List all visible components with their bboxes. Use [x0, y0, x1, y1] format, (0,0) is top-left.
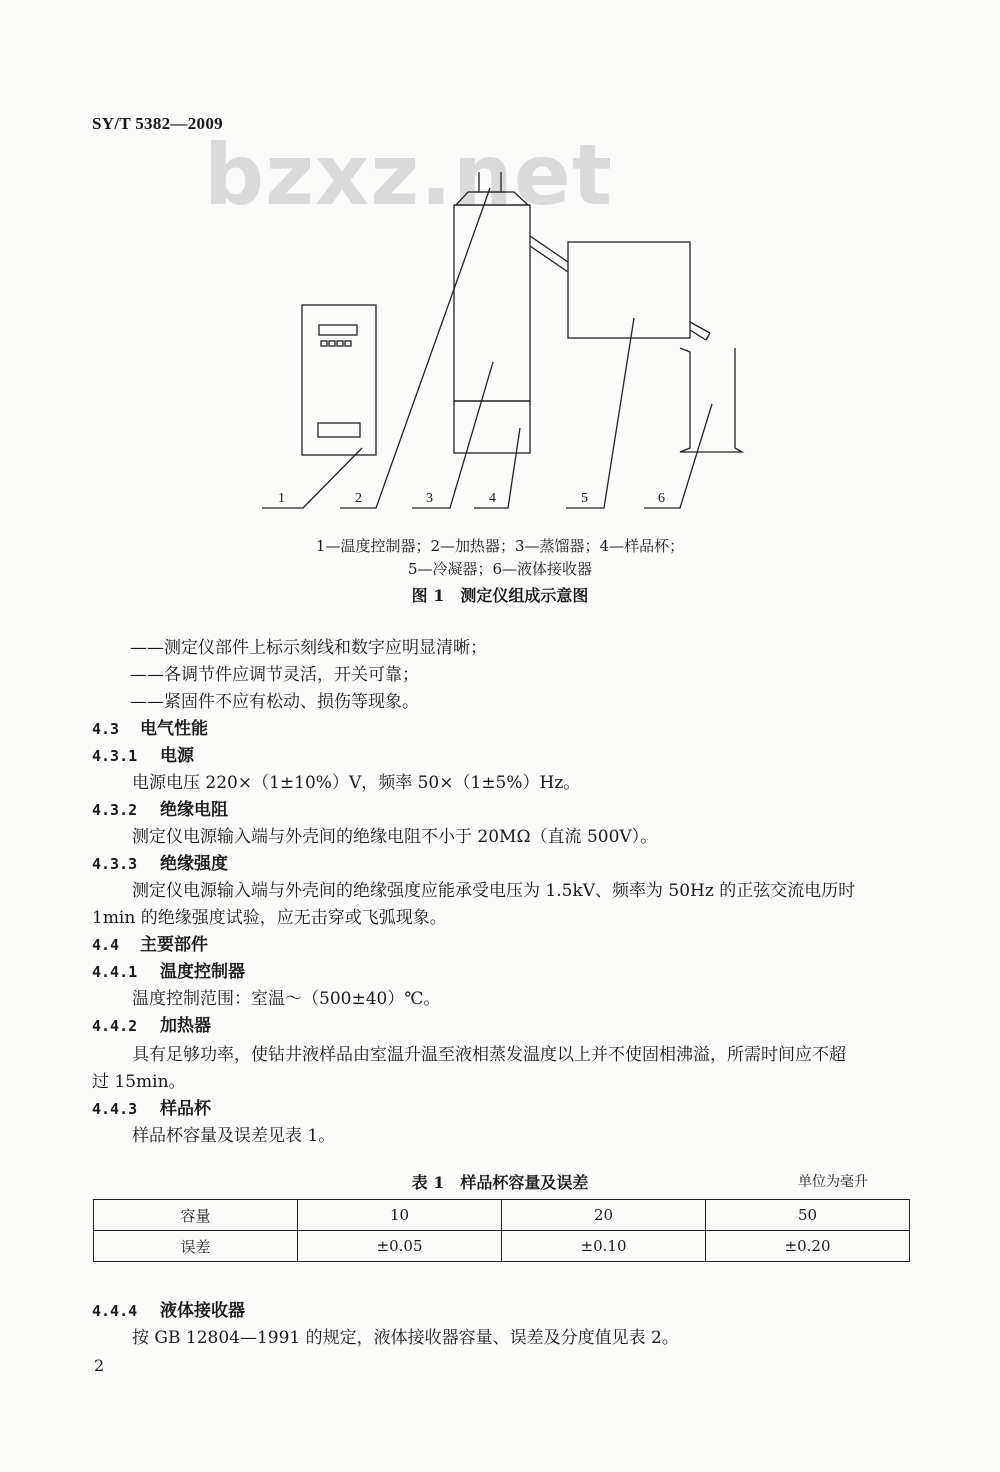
table-cell: ±0.05: [298, 1231, 502, 1262]
figure-legend-line-2: 5—冷凝器；6—液体接收器: [407, 560, 593, 578]
bullet-item: ——紧固件不应有松动、损伤等现象。: [130, 692, 419, 712]
distiller-top-shape: [456, 192, 528, 205]
section-heading-4-4: 4.4 主要部件: [92, 935, 208, 955]
paragraph: 电源电压 220×（1±10%）V，频率 50×（1±5%）Hz。: [132, 773, 581, 793]
table-1-title: 表 1 样品杯容量及误差: [411, 1173, 589, 1192]
figure-legend-line-1: 1—温度控制器；2—加热器；3—蒸馏器；4—样品杯；: [315, 537, 685, 555]
table-cell: 20: [502, 1200, 706, 1231]
table-cell-label: 误差: [94, 1231, 298, 1262]
table-cell: ±0.10: [502, 1231, 706, 1262]
standard-code: SY/T 5382—2009: [92, 114, 223, 133]
paragraph-continuation: 1min 的绝缘强度试验，应无击穿或飞弧现象。: [92, 908, 447, 928]
paragraph: 测定仪电源输入端与外壳间的绝缘电阻不小于 20MΩ（直流 500V）。: [132, 827, 658, 847]
condenser-outlet: [690, 322, 710, 340]
table-cell: ±0.20: [706, 1231, 910, 1262]
paragraph: 具有足够功率，使钻井液样品由室温升温至液相蒸发温度以上并不使固相沸溢，所需时间应不超: [132, 1045, 846, 1065]
section-heading-4-4-4: 4.4.4 液体接收器: [92, 1301, 245, 1321]
controller-panel: [318, 423, 360, 437]
sample-cup-shape: [454, 401, 530, 453]
apparatus-diagram: [0, 0, 1000, 530]
paragraph: 测定仪电源输入端与外壳间的绝缘强度应能承受电压为 1.5kV、频率为 50Hz 的正弦交流电历时: [132, 881, 856, 901]
paragraph: 样品杯容量及误差见表 1。: [132, 1126, 336, 1146]
section-heading-4-4-2: 4.4.2 加热器: [92, 1016, 211, 1036]
paragraph: 温度控制范围：室温～（500±40）℃。: [132, 989, 441, 1009]
paragraph-continuation: 过 15min。: [92, 1072, 186, 1092]
figure-title: 图 1 测定仪组成示意图: [411, 586, 589, 605]
table-row: [94, 1200, 910, 1231]
table-cell: 10: [298, 1200, 502, 1231]
table-cell-label: 容量: [94, 1200, 298, 1231]
table-1: [93, 1199, 910, 1262]
leader-lines: [262, 188, 712, 508]
callout-1: 1: [278, 491, 285, 506]
liquid-receiver-shape: [680, 348, 742, 452]
section-heading-4-3: 4.3 电气性能: [92, 719, 208, 739]
callout-2: 2: [355, 491, 362, 506]
table-cell: 50: [706, 1200, 910, 1231]
section-heading-4-3-1: 4.3.1 电源: [92, 746, 194, 766]
bullet-item: ——测定仪部件上标示刻线和数字应明显清晰；: [130, 638, 487, 658]
callout-3: 3: [426, 491, 433, 506]
callout-4: 4: [489, 491, 496, 506]
table-1-unit: 单位为毫升: [798, 1174, 868, 1190]
bullet-item: ——各调节件应调节灵活，开关可靠；: [130, 665, 419, 685]
paragraph: 按 GB 12804—1991 的规定，液体接收器容量、误差及分度值见表 2。: [132, 1328, 679, 1348]
controller-display: [319, 325, 357, 335]
table-row: [94, 1231, 910, 1262]
page-number: 2: [94, 1356, 105, 1375]
condenser-shape: [568, 242, 690, 338]
section-heading-4-4-3: 4.4.3 样品杯: [92, 1099, 211, 1119]
section-heading-4-3-2: 4.3.2 绝缘电阻: [92, 800, 228, 820]
temperature-controller-shape: [302, 305, 376, 455]
distiller-shape: [454, 205, 530, 401]
callout-6: 6: [658, 491, 665, 506]
section-heading-4-3-3: 4.3.3 绝缘强度: [92, 854, 228, 874]
section-heading-4-4-1: 4.4.1 温度控制器: [92, 962, 245, 982]
connecting-tube: [530, 236, 568, 272]
watermark: bzxz.net: [204, 126, 613, 224]
callout-5: 5: [581, 491, 588, 506]
